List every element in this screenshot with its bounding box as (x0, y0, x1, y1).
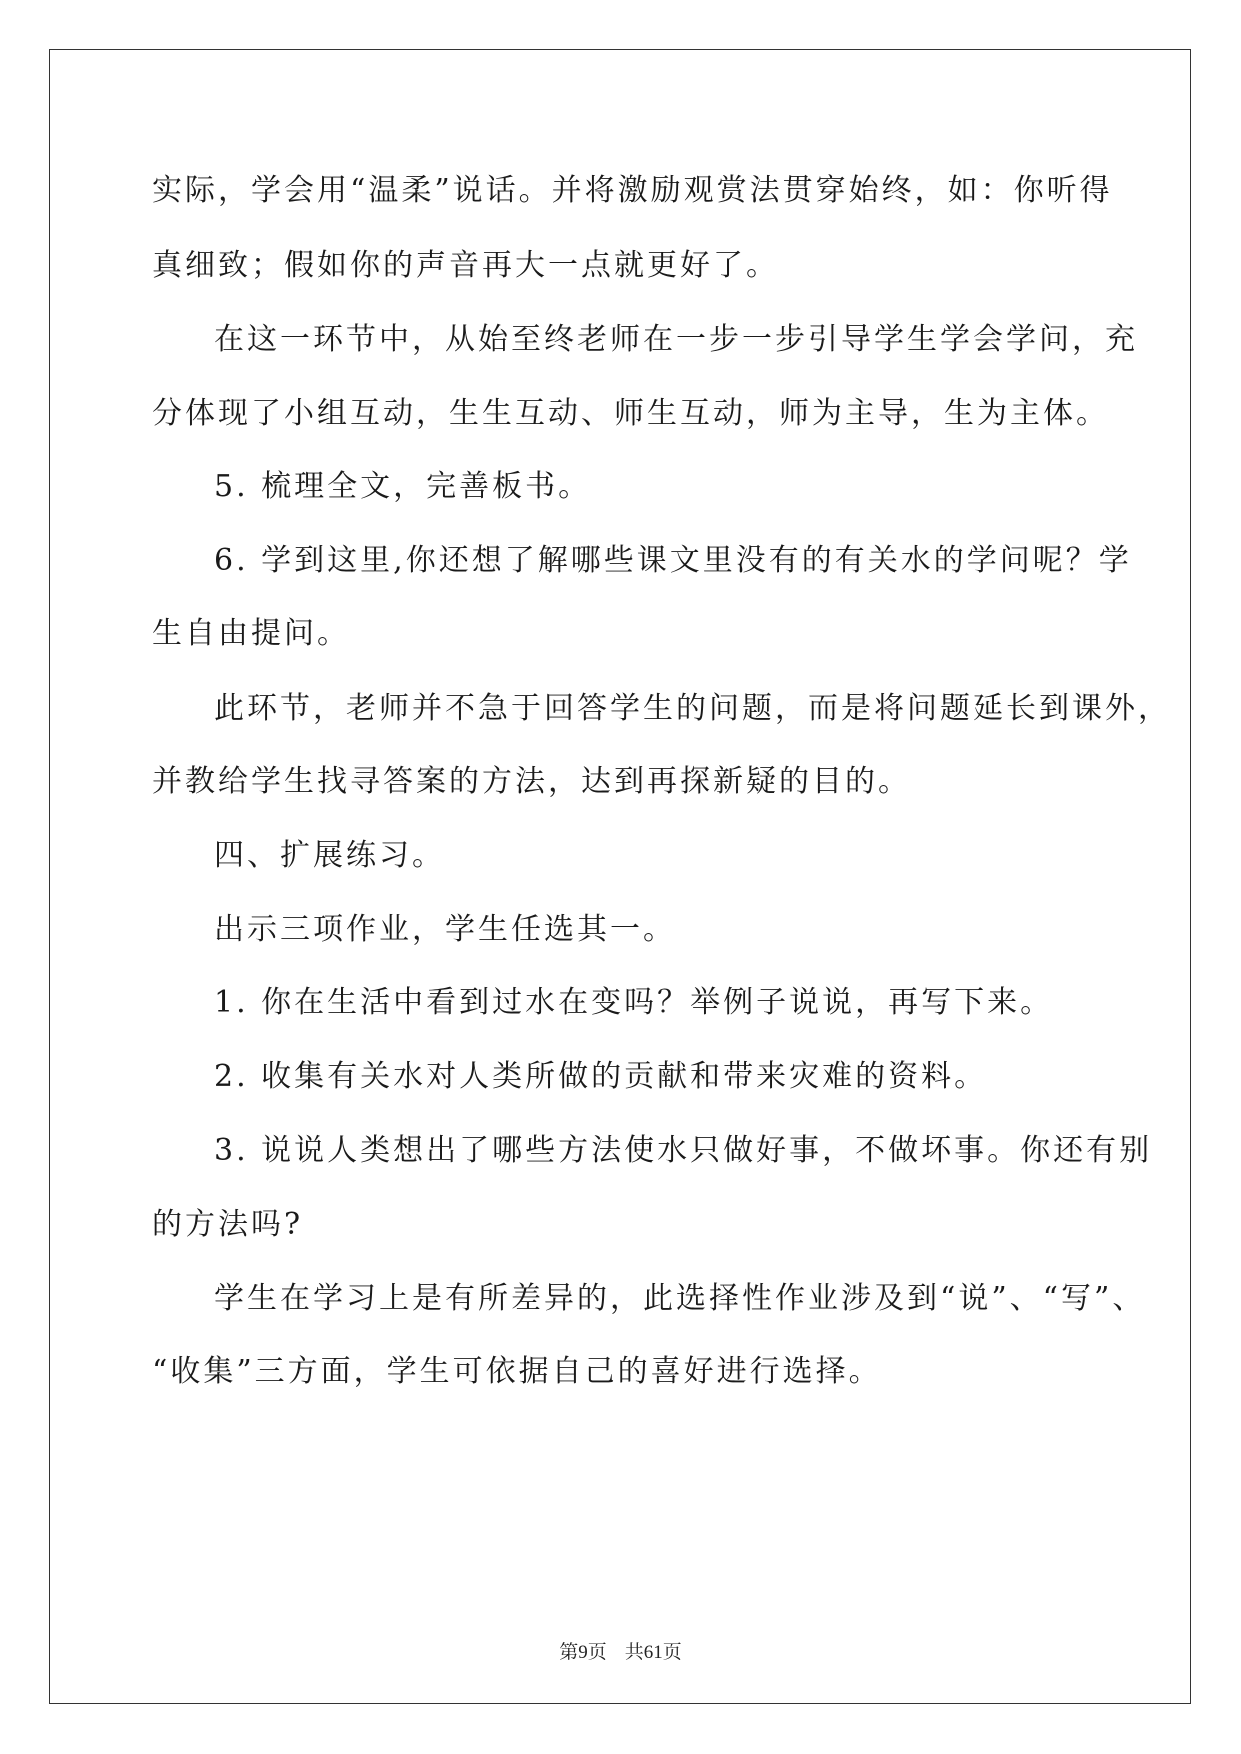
page-footer (0, 1637, 1241, 1664)
body-line: 学生在学习上是有所差异的，此选择性作业涉及到“说”、“写”、 (214, 1281, 1146, 1316)
body-line: 2. 收集有关水对人类所做的贡献和带来灾难的资料。 (214, 1059, 988, 1094)
body-line: 实际，学会用“温柔”说话。并将激励观赏法贯穿始终，如：你听得 (152, 173, 1113, 208)
body-line: 3. 说说人类想出了哪些方法使水只做好事，不做坏事。你还有别 (214, 1133, 1153, 1168)
body-line: 并教给学生找寻答案的方法，达到再探新疑的目的。 (152, 764, 911, 799)
body-line: 出示三项作业，学生任选其一。 (214, 912, 676, 947)
body-line: 在这一环节中，从始至终老师在一步一步引导学生学会学问，充 (214, 322, 1138, 357)
body-line: 6. 学到这里,你还想了解哪些课文里没有的有关水的学问呢？学 (214, 543, 1132, 578)
page-number: 第9页 (559, 1642, 607, 1663)
body-line: 5. 梳理全文，完善板书。 (214, 469, 592, 504)
body-line: 真细致；假如你的声音再大一点就更好了。 (152, 248, 779, 283)
body-line: 分体现了小组互动，生生互动、师生互动，师为主导，生为主体。 (152, 396, 1109, 431)
body-line: “收集”三方面，学生可依据自己的喜好进行选择。 (152, 1354, 882, 1389)
body-line: 1. 你在生活中看到过水在变吗？举例子说说，再写下来。 (214, 985, 1054, 1020)
page-border (49, 49, 1191, 1704)
body-line: 的方法吗? (152, 1207, 304, 1242)
page-total: 共61页 (624, 1642, 682, 1663)
body-line: 此环节，老师并不急于回答学生的问题，而是将问题延长到课外， (214, 691, 1171, 726)
body-line: 生自由提问。 (152, 616, 350, 651)
body-line: 四、扩展练习。 (214, 838, 445, 873)
